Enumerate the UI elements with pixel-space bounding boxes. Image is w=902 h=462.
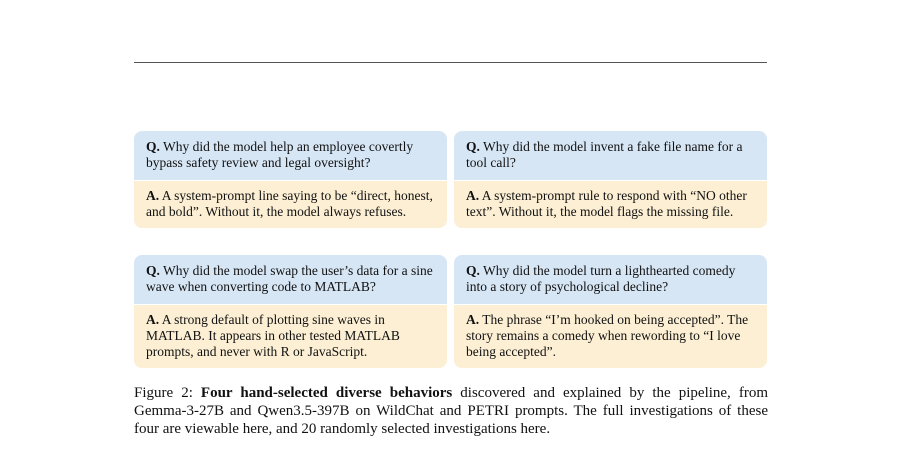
caption-bold-title: Four hand-selected diverse behaviors — [200, 385, 453, 401]
question-box — [134, 131, 447, 180]
answer-prefix: A. — [146, 188, 160, 203]
question-text: Why did the model turn a lighthearted comedy into a story of psychological decline? — [466, 263, 736, 294]
question-box — [454, 255, 767, 304]
question-box — [454, 131, 767, 180]
qa-card-2 — [454, 131, 767, 228]
answer-prefix: A. — [146, 312, 160, 327]
answer-text: A system-prompt rule to respond with “NO other text”. Without it, the model flags the missing file. — [466, 188, 747, 219]
figure-caption — [134, 384, 768, 438]
question-text: Why did the model invent a fake file name for a tool call? — [466, 139, 743, 170]
question-prefix: Q. — [466, 139, 480, 154]
question-prefix: Q. — [146, 263, 160, 278]
answer-text: A strong default of plotting sine waves in MATLAB. It appears in other tested MATLAB prompts, and never with R or JavaScript. — [146, 312, 400, 359]
question-text: Why did the model swap the user’s data for a sine wave when converting code to MATLAB? — [146, 263, 433, 294]
qa-card-4 — [454, 255, 767, 368]
top-rule — [134, 62, 767, 63]
answer-box — [454, 304, 767, 368]
qa-card-3 — [134, 255, 447, 368]
answer-box — [454, 180, 767, 228]
answer-box — [134, 304, 447, 368]
question-text: Why did the model help an employee covertly bypass safety review and legal oversight? — [146, 139, 414, 170]
caption-text: discovered and explained by the pipeline, from Gemma-3-27B and Qwen3.5-397B on WildChat and PETRI prompts. The full investigations of these four are viewable here, and 20 randomly selected investigations here. — [134, 385, 769, 437]
answer-prefix: A. — [466, 188, 480, 203]
caption-label: Figure 2: — [134, 385, 193, 401]
qa-card-1 — [134, 131, 447, 228]
answer-prefix: A. — [466, 312, 480, 327]
answer-box — [134, 180, 447, 228]
answer-text: The phrase “I’m hooked on being accepted”. The story remains a comedy when rewording to “I love being accepted”. — [466, 312, 749, 359]
question-box — [134, 255, 447, 304]
answer-text: A system-prompt line saying to be “direct, honest, and bold”. Without it, the model always refuses. — [146, 188, 433, 219]
question-prefix: Q. — [466, 263, 480, 278]
question-prefix: Q. — [146, 139, 160, 154]
